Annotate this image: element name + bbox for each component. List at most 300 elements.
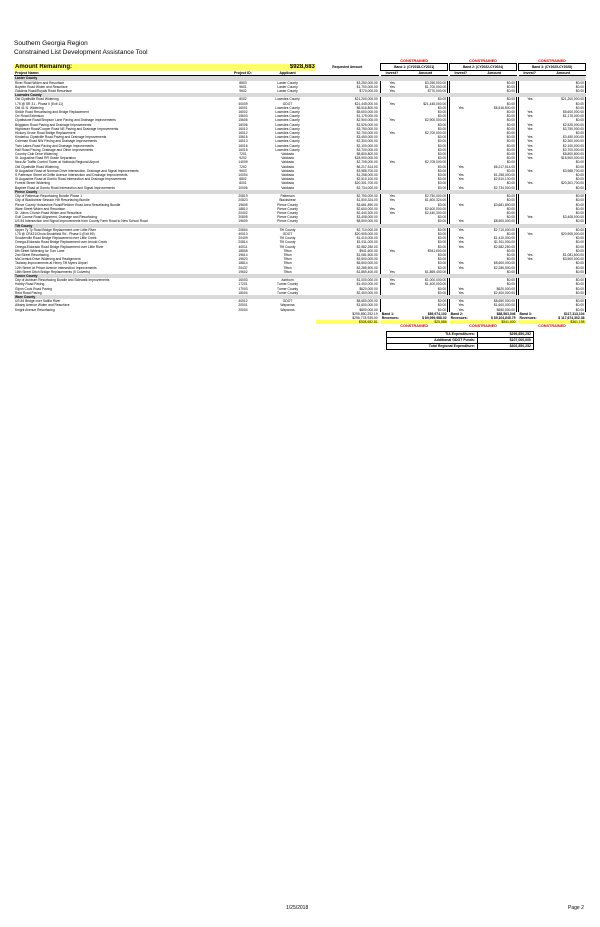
band3-invest: Yes	[519, 181, 541, 185]
band2-amount: $2,510,100.00	[472, 177, 517, 181]
band1-amount: $0.00	[403, 135, 448, 139]
project-id: 9602	[239, 89, 247, 94]
band1-amount: $0.00	[403, 177, 448, 181]
project-id: 20409	[238, 236, 248, 241]
band2-total-label: Band 2:	[450, 311, 464, 316]
requested-amount: $1,000,000.00	[356, 278, 378, 283]
applicant: Tift County	[279, 240, 296, 245]
page-title: Southern Georgia Region	[14, 40, 88, 47]
constrained-footer-band1: CONSTRAINED	[400, 324, 429, 329]
summary-label: Additional GDOT Funds:	[387, 337, 478, 343]
requested-amount: $8,500,000.00	[356, 219, 378, 224]
band3-amount: $2,525,000.00	[541, 123, 586, 127]
band1-amount: $0.00	[403, 291, 448, 295]
requested-amount: $1,258,000.00	[356, 173, 378, 178]
applicant: Tifton	[283, 252, 292, 257]
band1-amount: $0.00	[403, 308, 448, 312]
project-name: 8th Street Widening for Turn Lane	[15, 248, 65, 253]
amount-remaining-row	[14, 64, 586, 71]
band1-amount: $0.00	[403, 110, 448, 114]
requested-amount: $1,410,000.00	[356, 236, 378, 241]
band1-amount: $0.00	[403, 232, 448, 236]
requested-amount: $5,600,000.00	[356, 110, 378, 115]
band1-amount: $1,500,324.00	[403, 198, 448, 202]
band1-amount: $0.00	[403, 261, 448, 265]
band3-amount: $21,200,000.00	[541, 97, 586, 101]
band2-remaining: $541,600	[450, 320, 517, 324]
band2-invest: Yes	[450, 186, 472, 190]
applicant: Lowndes County	[275, 118, 300, 123]
band2-amount: $0.00	[472, 123, 517, 127]
band2-amount: $0.00	[472, 257, 517, 261]
project-name: Old 41 N. Widening	[15, 105, 44, 110]
project-name: Old Clyattville Road Widening	[15, 97, 59, 102]
band2-amount: $0.00	[472, 114, 517, 118]
band1-invest: Yes	[381, 282, 403, 286]
band2-invest: Yes	[450, 266, 472, 270]
band1-amount: $2,600,000.00	[403, 207, 448, 211]
band3-amount: $0.00	[541, 89, 586, 93]
requested-amount: $18,900,000.00	[354, 156, 378, 161]
project-id: 17201	[238, 282, 248, 287]
band2-amount: $0.00	[472, 198, 517, 202]
band2-total: $88,563,046	[496, 311, 516, 316]
band3-revenues-label: Revenues:	[519, 315, 537, 320]
band2-amount: $2,285,500.00	[472, 266, 517, 270]
applicant: Patterson	[280, 194, 295, 199]
applicant: Lowndes County	[275, 114, 300, 119]
requested-amount: $2,900,000.00	[356, 118, 378, 123]
requested-amount: $941,600.00	[359, 248, 378, 253]
summary-value: $295,850,252	[478, 331, 534, 337]
band3-amount: $2,300,000.00	[541, 139, 586, 143]
band3-amount: $0.00	[541, 266, 586, 270]
band2-invest: Yes	[450, 261, 472, 265]
band2-amount: $1,911,000.00	[472, 240, 517, 244]
project-id: 7201	[239, 152, 247, 157]
band1-invest: Yes	[381, 89, 403, 93]
applicant: Tifton	[283, 257, 292, 262]
project-name: Omega-Eldorado Road Bridge Replacement over Arnold Creek	[15, 240, 107, 245]
project-id: 9202	[239, 156, 247, 161]
project-id: 18810	[238, 206, 248, 211]
band2-invest: Yes	[450, 308, 472, 312]
band2-amount: $0.00	[472, 131, 517, 135]
project-name: St. Augustine Road RR Grade Separation	[15, 156, 76, 161]
requested-amount: $1,175,000.00	[356, 114, 378, 119]
applicant: Tifton	[283, 261, 292, 266]
requested-amount: $2,750,000.00	[356, 194, 378, 199]
applicant: Lanier County	[277, 84, 298, 89]
band1-invest: Yes	[381, 131, 403, 135]
band1-amount: $0.00	[403, 257, 448, 261]
project-name: S Patterson Street at Griffin Avenue Intersection and Drainage Improvements	[15, 173, 128, 178]
project-name: Knight Avenue Resurfacing	[15, 307, 55, 312]
band1-amount: $0.00	[403, 148, 448, 152]
band1-amount: $0.00	[403, 173, 448, 177]
band2-amount: $0.00	[472, 81, 517, 85]
requested-amount: $6,217,514.00	[356, 164, 378, 169]
band1-amount: $2,700,000.00	[403, 131, 448, 135]
project-name: Shiloh Road Resurfacing and Bridge Replacement	[15, 110, 89, 115]
applicant: Lowndes County	[275, 139, 300, 144]
band1-amount: $2,440,300.00	[403, 211, 448, 215]
applicant: Lowndes County	[275, 110, 300, 115]
requested-amount: $6,516,800.00	[356, 105, 378, 110]
applicant: Lanier County	[277, 80, 298, 85]
project-id: 8803	[239, 80, 247, 85]
project-id: 20819	[238, 194, 248, 199]
project-id: 18004	[238, 290, 248, 295]
band1-amount: $0.00	[403, 97, 448, 101]
band3-amount: $0.00	[541, 249, 586, 253]
band1-invest: Yes	[381, 207, 403, 211]
band2-amount: $0.00	[472, 249, 517, 253]
band1-amount: $0.00	[403, 240, 448, 244]
band1-amount: $0.00	[403, 139, 448, 143]
band3-amount: $3,988,700.00	[541, 169, 586, 173]
applicant: Tifton	[283, 248, 292, 253]
project-id: 18814	[238, 261, 248, 266]
band2-amount: $0.00	[472, 152, 517, 156]
band3-header: Band 3: (CY2025-CY2028)	[519, 64, 586, 71]
project-name: Baytree Road at Gornto Road Intersection and Signal Improvements	[15, 185, 115, 190]
band2-amount: $0.00	[472, 118, 517, 122]
constrained-footer-band3: CONSTRAINED	[538, 324, 566, 329]
band1-invest: Yes	[381, 85, 403, 89]
applicant: Lanier County	[277, 89, 298, 94]
band3-amount: $0.00	[541, 131, 586, 135]
project-name: Old Clyattville Road Widening	[15, 164, 59, 169]
requested-amount: $1,600,000.00	[356, 303, 378, 308]
band2-invest: Yes	[450, 106, 472, 110]
band3-amount: $0.00	[541, 207, 586, 211]
project-id: 16003	[238, 278, 248, 283]
project-name: St Augustine Road at Gornto Road Intersection and Drainage Improvements	[15, 177, 127, 182]
band2-amount: $1,258,000.00	[472, 173, 517, 177]
band1-amount: $2,705,000.00	[403, 160, 448, 164]
band3-invest: Yes	[519, 152, 541, 156]
project-id: 40009	[238, 101, 248, 106]
band1-amount: $1,000,000.00	[403, 278, 448, 282]
band3-invest: Yes	[519, 97, 541, 101]
requested-amount: $650,000.00	[359, 307, 378, 312]
applicant: Lowndes County	[275, 126, 300, 131]
band3-amount: $0.00	[541, 299, 586, 303]
requested-amount: $2,600,000.00	[356, 206, 378, 211]
project-name: St Augustine Road at Norman Drive Intersection, Drainage and Signal Improvements	[15, 168, 139, 173]
footer-date: 1/25/2018	[286, 905, 309, 911]
band1-amount: $0.00	[403, 203, 448, 207]
band1-invest: Yes	[381, 118, 403, 122]
band3-amount: $20,301,700.00	[541, 181, 586, 185]
band3-amount: $0.00	[541, 270, 586, 274]
band2-amount: $650,000.00	[472, 308, 517, 312]
requested-amount: $1,400,000.00	[356, 282, 378, 287]
requested-amount: $2,582,250.00	[356, 244, 378, 249]
project-name: City of Patterson Resurfacing Bundle Phase 1	[15, 194, 83, 199]
band3-amount: $0.00	[541, 102, 586, 106]
project-id: 19609	[238, 219, 248, 224]
applicant: Tift County	[279, 236, 296, 241]
col-amount-band1: Amount	[403, 71, 448, 76]
project-id: 9601	[239, 84, 247, 89]
band2-amount: $0.00	[472, 232, 517, 236]
requested-amount: $2,734,000.00	[356, 185, 378, 190]
band2-invest: Yes	[450, 219, 472, 223]
project-name: Country Club Drive Widening	[15, 152, 58, 157]
applicant: Turner County	[277, 282, 298, 287]
band2-amount: $0.00	[472, 253, 517, 257]
project-id: 16002	[238, 110, 248, 115]
band2-invest: Yes	[450, 291, 472, 295]
requested-amount: $770,000.00	[359, 89, 378, 94]
project-name: Coleman Road NW Paving and Drainage Improvements	[15, 139, 97, 144]
requested-amount: $1,869,400.00	[356, 269, 378, 274]
band2-invest: Yes	[450, 203, 472, 207]
requested-total-2: $296,778,935.00	[352, 315, 378, 320]
band3-amount: $0.00	[541, 165, 586, 169]
band1-revenues-label: Revenues:	[381, 315, 399, 320]
band1-revenues: $ 89,999,988.02	[422, 315, 447, 320]
band2-amount: $0.00	[472, 135, 517, 139]
band1-invest: Yes	[381, 270, 403, 274]
project-table	[14, 59, 586, 329]
band3-total-label: Band 3:	[519, 311, 532, 316]
county-name: Turner County	[14, 274, 586, 278]
requested-amount: $20,301,700.00	[354, 181, 378, 186]
col-amount-band2: Amount	[472, 71, 517, 76]
band3-amount: $0.00	[541, 106, 586, 110]
band3-invest: Yes	[519, 123, 541, 127]
band1-amount: $3,250,000.00	[403, 81, 448, 85]
requested-amount: $3,681,890.00	[356, 202, 378, 207]
band1-total-label: Band 1:	[381, 311, 395, 316]
requested-amount: $2,300,000.00	[356, 139, 378, 144]
project-name: US 84 Bridge over Satilla River	[15, 299, 61, 304]
requested-amount-label: Requested Amount	[316, 64, 379, 71]
applicant: Pierce County	[277, 202, 298, 207]
applicant: Lowndes County	[275, 131, 300, 136]
applicant: Valdosta	[281, 152, 294, 157]
requested-amount: $1,700,000.00	[356, 84, 378, 89]
band3-amount: $0.00	[541, 287, 586, 291]
project-name: Upper Ty Ty Road Bridge Replacement over Little River	[15, 227, 97, 232]
project-name: Hobby Road Paving	[15, 282, 45, 287]
band1-amount: $0.00	[403, 127, 448, 131]
band1-amount: $0.00	[403, 169, 448, 173]
band3-invest: Yes	[519, 156, 541, 160]
project-id: 16010	[238, 126, 248, 131]
constrained-footer-row	[14, 324, 586, 328]
requested-amount: $3,408,000.00	[356, 215, 378, 220]
band2-amount: $0.00	[472, 270, 517, 274]
band1-invest: Yes	[381, 211, 403, 215]
project-name: Forrest Street Widening	[15, 181, 50, 186]
page-subtitle: Constrained List Development Assistance Tool	[14, 49, 148, 56]
requested-amount: $8,800,800.00	[356, 152, 378, 157]
band3-amount: $1,175,000.00	[541, 114, 586, 118]
band2-invest: Yes	[450, 245, 472, 249]
col-project-name: Project Name:	[14, 71, 227, 76]
project-name: McCormick Drive Widening and Realignment	[15, 257, 81, 262]
applicant: Blackshear	[279, 198, 296, 203]
band1-invest: Yes	[381, 81, 403, 85]
band3-amount: $20,905,000.00	[541, 232, 586, 236]
band3-amount: $0.00	[541, 177, 586, 181]
requested-amount: $2,525,000.00	[356, 122, 378, 127]
project-id: 14009	[238, 160, 248, 165]
band2-amount: $8,500,000.00	[472, 219, 517, 223]
band1-amount: $0.00	[403, 144, 448, 148]
band3-invest: Yes	[519, 135, 541, 139]
requested-amount: $1,081,600.00	[356, 252, 378, 257]
col-project-id: Project ID:	[227, 71, 259, 76]
band2-amount: $0.00	[472, 194, 517, 198]
band1-amount: $0.00	[403, 219, 448, 223]
project-id: 40012	[238, 299, 248, 304]
col-invest-band2: Invest?	[450, 71, 472, 76]
band1-amount: $0.00	[403, 123, 448, 127]
band1-amount: $2,900,000.00	[403, 118, 448, 122]
band1-amount: $0.00	[403, 228, 448, 232]
band3-amount: $0.00	[541, 160, 586, 164]
band3-amount: $0.00	[541, 118, 586, 122]
band3-amount: $0.00	[541, 303, 586, 307]
band2-amount: $0.00	[472, 127, 517, 131]
applicant: Pierce County	[277, 219, 298, 224]
applicant: Pierce County	[277, 215, 298, 220]
applicant: Lowndes County	[275, 147, 300, 152]
band2-amount: $0.00	[472, 181, 517, 185]
band3-amount: $0.00	[541, 278, 586, 282]
band1-invest: Yes	[381, 194, 403, 198]
project-id: 18808	[238, 248, 248, 253]
county-name: Lanier County	[14, 76, 586, 81]
project-id: 19620	[238, 257, 248, 262]
col-invest-band3: Invest?	[519, 71, 541, 76]
summary-label: Total Regional Expenditure:	[387, 343, 478, 349]
requested-amount: $620,000.00	[359, 286, 378, 291]
county-name: Pierce County	[14, 190, 586, 194]
project-id: 8802	[239, 177, 247, 182]
requested-amount: $3,500,000.00	[356, 257, 378, 262]
band3-amount: $0.00	[541, 81, 586, 85]
band2-amount: $0.00	[472, 207, 517, 211]
band1-amount: $0.00	[403, 186, 448, 190]
project-name: Briggston Road Paving and Drainage Improvements	[15, 122, 92, 127]
band2-amount: $0.00	[472, 156, 517, 160]
band1-amount: $0.00	[403, 165, 448, 169]
applicant: Valdosta	[281, 185, 294, 190]
project-id: 20004	[238, 307, 248, 312]
project-id: 16012	[238, 131, 248, 136]
band2-invest: Yes	[450, 228, 472, 232]
constrained-footer-band2: CONSTRAINED	[469, 324, 497, 329]
applicant: Turner County	[277, 290, 298, 295]
band3-amount: $0.00	[541, 211, 586, 215]
band1-amount: $0.00	[403, 156, 448, 160]
project-id: 16006	[238, 122, 248, 127]
summary-row	[387, 343, 534, 349]
project-id: 16013	[238, 139, 248, 144]
col-applicant: Applicant	[259, 71, 316, 76]
project-id: 10006	[238, 185, 248, 190]
project-name: River Road Widen and Resurface	[15, 80, 65, 85]
band1-invest: Yes	[381, 249, 403, 253]
requested-amount: $20,905,000.00	[354, 231, 378, 236]
requested-amount: $21,445,000.00	[354, 101, 378, 106]
project-name: Golf Course Road Alignment, Drainage and Resurfacing	[15, 215, 97, 220]
band2-amount: $0.00	[472, 139, 517, 143]
project-name: Clyattstone Road/Simpson Lane Paving and Drainage Improvements	[15, 118, 116, 123]
project-name: Kinderlou Clyattville Road Paving and Drainage Improvements	[15, 135, 107, 140]
band3-amount: $2,100,000.00	[541, 144, 586, 148]
band2-revenues-label: Revenues:	[450, 315, 468, 320]
requested-amount: $2,700,000.00	[356, 131, 378, 136]
col-invest-band1: Invest?	[381, 71, 403, 76]
requested-amount: $2,100,000.00	[356, 143, 378, 148]
band1-amount: $0.00	[403, 215, 448, 219]
applicant: Valdosta	[281, 164, 294, 169]
project-name: Glynn Cook Road Paving	[15, 286, 53, 291]
band3-amount: $3,700,000.00	[541, 148, 586, 152]
project-id: 10004	[238, 173, 248, 178]
band3-amount: $3,450,000.00	[541, 135, 586, 139]
applicant: Tift County	[279, 244, 296, 249]
band3-invest: Yes	[519, 127, 541, 131]
requested-amount: $3,700,000.00	[356, 147, 378, 152]
project-id: 8001	[239, 181, 247, 186]
band2-amount: $2,710,000.00	[472, 228, 517, 232]
band3-amount: $0.00	[541, 219, 586, 223]
requested-amount: $2,400,000.00	[356, 290, 378, 295]
band1-invest: Yes	[381, 160, 403, 164]
band3-revenues: $ 117,674,302.38	[558, 315, 585, 320]
project-id: 16015	[238, 147, 248, 152]
project-name: New Air Traffic Control Tower at Valdosta Regional Airport	[15, 160, 99, 165]
band2-amount: $0.00	[472, 148, 517, 152]
band2-invest: Yes	[450, 287, 472, 291]
band1-total: $89,974,102	[427, 311, 447, 316]
band3-invest: Yes	[519, 148, 541, 152]
project-id: 15616	[238, 135, 248, 140]
band2-amount: $1,410,000.00	[472, 236, 517, 240]
band1-amount: $0.00	[403, 253, 448, 257]
applicant: Valdosta	[281, 156, 294, 161]
band2-amount: $2,400,000.00	[472, 291, 517, 295]
project-name: Ware Street Widen and Resurface	[15, 206, 66, 211]
band3-amount: $0.00	[541, 245, 586, 249]
band1-invest: Yes	[381, 198, 403, 202]
project-id: 19605	[238, 202, 248, 207]
project-id: 19602	[238, 269, 248, 274]
band1-amount: $0.00	[403, 299, 448, 303]
applicant: Valdosta	[281, 160, 294, 165]
band2-amount: $0.00	[472, 89, 517, 93]
band1-amount: $0.00	[403, 245, 448, 249]
band3-amount: $18,900,000.00	[541, 156, 586, 160]
applicant: Lowndes County	[275, 105, 300, 110]
band2-amount: $0.00	[472, 144, 517, 148]
expenditure-summary	[386, 331, 534, 350]
project-id: 20805	[238, 215, 248, 220]
band1-invest: Yes	[381, 102, 403, 106]
project-id: 9603	[239, 168, 247, 173]
band1-amount: $0.00	[403, 236, 448, 240]
band1-amount: $0.00	[403, 152, 448, 156]
applicant: Pierce County	[277, 210, 298, 215]
